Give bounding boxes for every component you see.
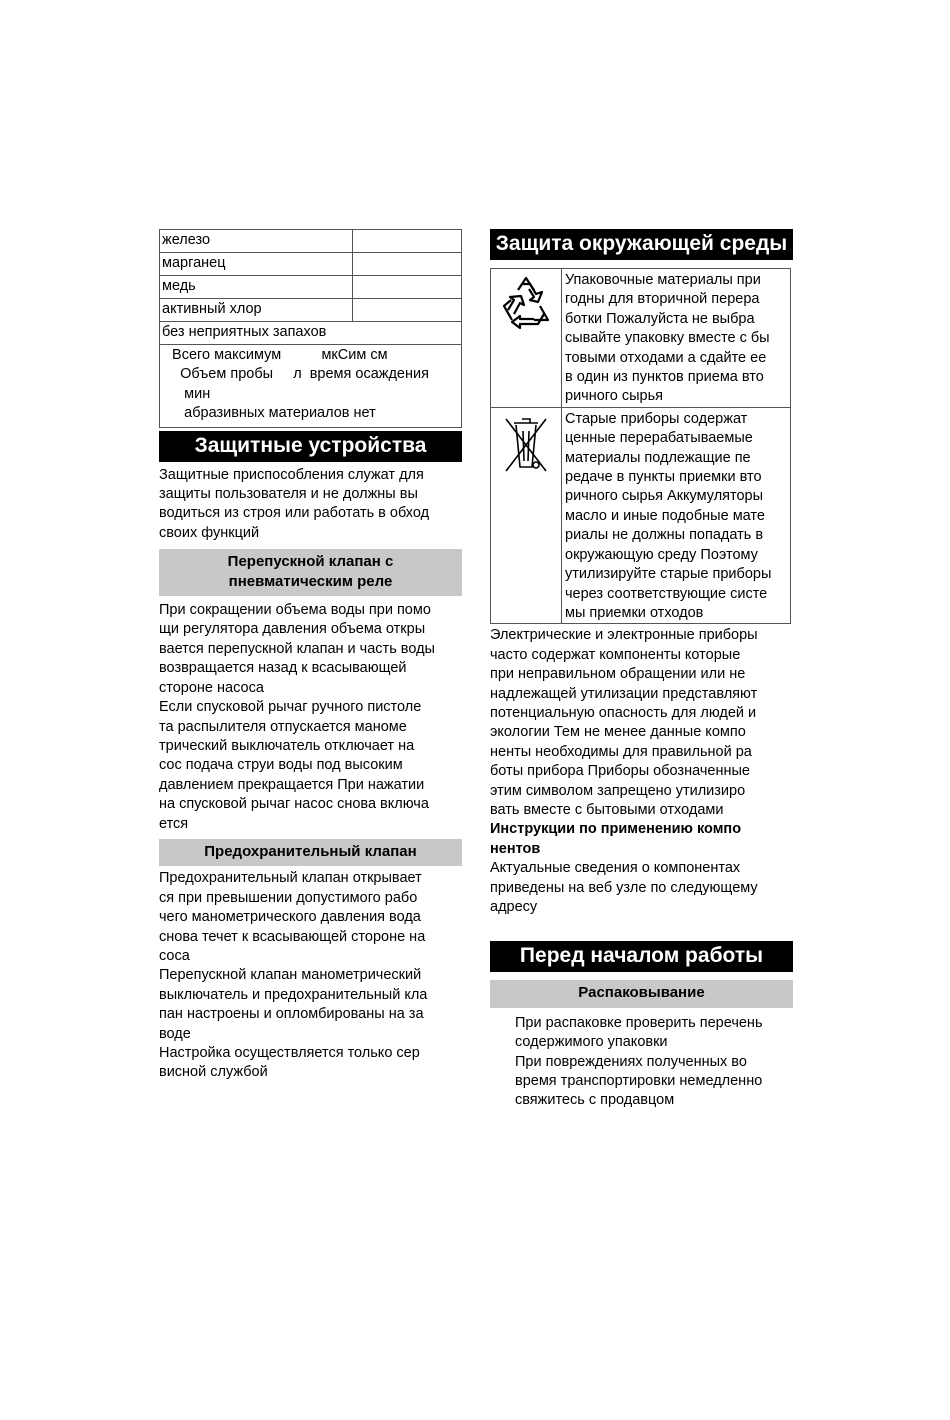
components-heading: Инструкции по применению компо нентов xyxy=(490,821,742,857)
crossed-bin-icon xyxy=(498,409,554,479)
safety-devices-heading: Защитные устройства xyxy=(159,431,462,462)
table-row xyxy=(160,299,462,322)
water-parameters-table xyxy=(159,229,462,345)
param-value xyxy=(353,299,462,322)
components-text: Актуальные сведения о компонентах приведены на веб узле по следующему адресу xyxy=(490,860,758,915)
safety-intro-text: Защитные приспособления служат для защиты пользователя и не должны вы водиться из строя или работать в обход своих функций xyxy=(159,466,430,541)
param-label: железо xyxy=(160,230,353,253)
table-row xyxy=(160,322,462,345)
param-label: медь xyxy=(160,276,353,299)
note-line: абразивных материалов нет xyxy=(164,405,376,422)
table-row xyxy=(491,269,791,408)
param-label: активный хлор xyxy=(160,299,353,322)
left-column xyxy=(159,229,462,1083)
bypass-valve-text: При сокращении объема воды при помо щи регулятора давления объема откры вается перепускной клапан и часть воды возвращается назад к всасывающей стороне насоса Если спусковой рычаг ручного пистоле та распылителя отпускается маноме трический выключатель отключает на сос подача струи воды под высоким давлением прекращается При нажатии на спусковой рычаг насос снова включа ется xyxy=(159,602,435,832)
before-start-heading: Перед началом работы xyxy=(490,941,793,972)
relief-valve-heading: Предохранительный клапан xyxy=(159,839,462,866)
param-value xyxy=(353,230,462,253)
param-value xyxy=(353,253,462,276)
recycle-icon xyxy=(496,270,556,340)
param-full-row: без неприятных запахов xyxy=(160,322,462,345)
note-line: Всего максимум мкСим см xyxy=(164,347,388,363)
unpacking-heading: Распаковывание xyxy=(490,980,793,1007)
right-column xyxy=(490,229,793,1111)
params-note xyxy=(159,345,462,428)
table-row xyxy=(160,230,462,253)
environment-heading: Защита окружающей среды xyxy=(490,229,793,260)
recycling-text: Упаковочные материалы при годны для вторичной перера ботки Пожалуйста не выбра сывайте упаковку вместе с бы товыми отходами а сдайте ее в один из пунктов приема вто ричного сырья xyxy=(562,269,791,408)
bypass-valve-heading: Перепускной клапан с пневматическим реле xyxy=(159,549,462,596)
param-label: марганец xyxy=(160,253,353,276)
note-line: Объем пробы л время осаждения xyxy=(164,366,429,383)
crossed-bin-icon-cell xyxy=(491,407,562,623)
table-row xyxy=(491,407,791,623)
relief-valve-text: Предохранительный клапан открывает ся при превышении допустимого рабо чего манометрического давления вода снова течет к всасывающей стороне на соса Перепускной клапан манометрический выключатель и предохранительный кла пан настроены и опломбированы на за воде Настройка осуществляется только сер висной службой xyxy=(159,870,428,1081)
table-row xyxy=(160,253,462,276)
param-value xyxy=(353,276,462,299)
electronics-text: Электрические и электронные приборы часто содержат компоненты которые при неправильном обращении или не надлежащей утилизации представляют потенциальную опасность для людей и экологии Тем не менее данные компо ненты необходимы для правильной ра боты прибора Приборы обозначенные этим символом запрещено утилизиро вать вместе с бытовыми отходами xyxy=(490,627,758,818)
unpacking-text: При распаковке проверить перечень содержимого упаковки При повреждениях полученных во время транспортировки немедленно свяжитесь с продавцом xyxy=(515,1014,763,1109)
old-devices-text: Старые приборы содержат ценные перерабатываемые материалы подлежащие пе редаче в пункты приемки вто ричного сырья Аккумуляторы масло и иные подобные мате риалы не должны попадать в окружающую среду Поэтому утилизируйте старые приборы через соответствующие систе мы приемки отходов xyxy=(562,407,791,623)
table-row xyxy=(160,276,462,299)
environment-table xyxy=(490,268,791,624)
recycle-icon-cell xyxy=(491,269,562,408)
note-line: мин xyxy=(164,385,211,402)
